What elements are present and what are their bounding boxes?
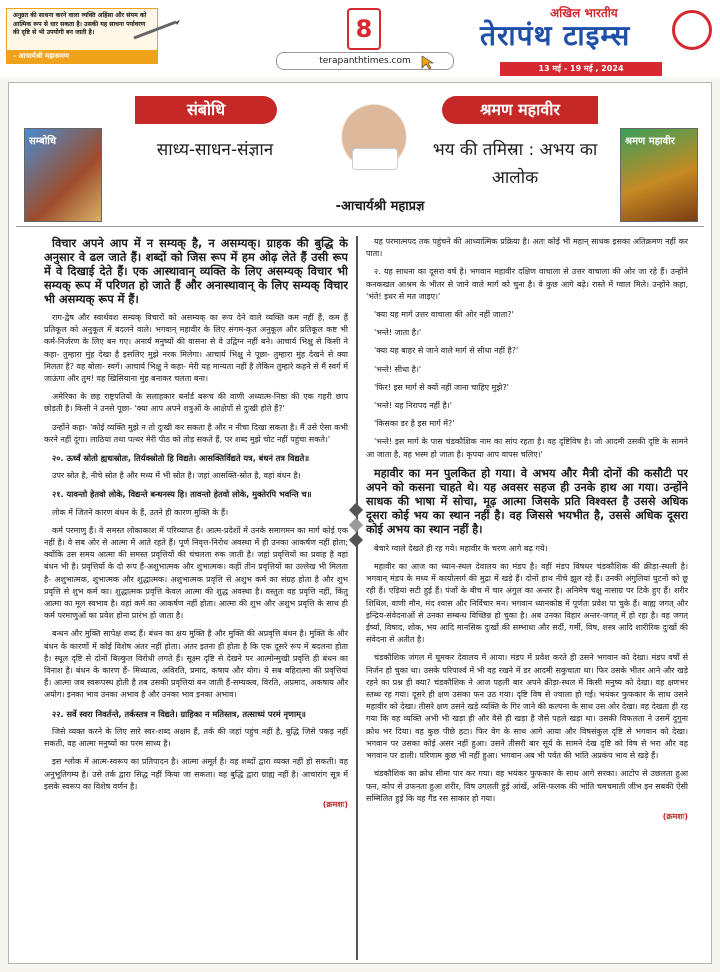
quote-text: अनुव्रत की साधना करने वाला व्यक्ति अहिंसा और संयम को आत्मिक रूप से धार सकता है। उसकी यह साधना पर्यावरण की दृष्टि से भी उपयोगी बन जाती है। (13, 12, 147, 37)
sambodhi-book-cover (24, 128, 102, 222)
paragraph: २. यह साधना का दूसरा वर्ष है। भगवान महावीर दक्षिण वाचाला से उत्तर वाचाला की ओर जा रहे हैं। उन्होंने कनकखल आश्रम के भीतर से जाने वाले मार्ग को चुना है। वे कुछ आगे बढ़े। रास्ते में ग्वाल मिले। उन्होंने कहा, 'भंते! इधर से मत जाइए।' (366, 267, 688, 301)
mouth-cloth (352, 148, 398, 170)
dialogue-line: 'किसका डर है इस मार्ग में?' (374, 419, 455, 429)
left-article-body (44, 236, 348, 960)
paragraph: अमेरिका के छह राष्ट्रपतियों के सलाहकार बर्नार्ड बरूच की वाणी अध्यात्म-निष्ठा की एक गहरी छाप छोड़ती है। किसी ने उनसे पूछा- 'क्या आप अपने शत्रुओं के आक्षेपों से दुःखी होते हैं?' (44, 392, 348, 414)
dialogue-line: 'भन्ते! यह निरापद नहीं है।' (374, 401, 453, 411)
dialogue-line: 'भन्ते! जाता है।' (374, 328, 422, 338)
cursor-icon (420, 54, 436, 70)
paragraph: कर्म परमाणु हैं। वे समस्त लोकाकाश में परिव्याप्त हैं। आत्म-प्रदेशों में उनके समागमन का मार्ग कोई एक नहीं है। वे सब ओर से आत्मा में आते रहते हैं। पूर्ण निवृत्त-निरोध अवस्था में ही उनका आकर्षण नहीं होता; क्योंकि उस समय आत्मा की समस्त प्रवृत्तियों की चंचलता रुक जाती है। जहां प्रवृत्तियों का प्रवाह है वहां बंधन भी है। प्रवृत्तियों के दो रूप हैं-अशुभात्मक और शुभात्मक। कहीं तीन प्रवृत्तियों का उल्लेख भी मिलता है- अशुभात्मक, शुभात्मक और शुद्धात्मक। अशुभात्मक प्रवृत्ति से अशुभ कर्म का संग्रह होता है और शुभ प्रवृत्ति से शुभ कर्म का। शुद्धात्मक प्रवृत्ति केवल आत्मा की शुद्ध अवस्था है। वस्तुतः वह प्रवृत्ति नहीं, किंतु आत्मा का मूल स्वभाव है। वहां कर्म का आकर्षण नहीं होता। आत्मा की शुभ और अशुभ प्रवृत्ति के साथ ही कर्म परमाणुओं का प्रवेश होना प्रारंभ हो जाता है। (44, 525, 348, 621)
pen-icon (130, 18, 180, 40)
left-article-title: साध्य-साधन-संज्ञान (156, 140, 274, 160)
brand-tagline: अखिल भारतीय (550, 6, 618, 20)
dialogue-line: 'भन्ते! सीधा है।' (374, 364, 422, 374)
dialogue-line: 'क्या यह बाहर से जाने वाले मार्ग से सीधा नहीं है?' (374, 346, 519, 356)
author-portrait (326, 92, 422, 204)
brand-name: तेरापंथ टाइम्स (480, 19, 631, 52)
continued-label: (क्रमशः) (322, 799, 348, 809)
paragraph: चंडकौशिक जंगल में घूमकर देवालय में आया। मंडप में प्रवेश करते ही उसने भगवान को देखा। मंडप वर्षों से निर्जन हो चुका था। उसके परिपार्श्व में भी वह रखने में डर आदमी सकुचाता था। फिर उसके भीतर आने और खड़े रहने का प्रश्न ही क्या? चंडकौशिक ने आज पहली बार अपने क्रीड़ा-स्थल में किसी मनुष्य को देखा। वह क्षणभर स्तब्ध रह गया। दूसरे ही क्षण उसका फन उठ गया। दृष्टि विष से ज्वाला हो गई। भयंकर फुफकार के साथ उसने महावीर को देखा। तीसरे क्षण उसने खड़े व्यक्ति के गिर जाने की कल्पना के साथ उस ओर देखा। वह देखता ही रह गया कि वह व्यक्ति अभी भी खड़ा ही और वैसे ही खड़ा है जैसे पहले खड़ा था। उसकी विफलता ने उसमें दुगुना क्रोध भर दिया। वह कुछ पीछे हटा। फिर वेग के साथ आगे आया और विषसंकुल दृष्टि से भगवान को देखा। भगवान पर उसका कोई असर नहीं हुआ। उसने तीसरी बार सूर्य के सामने देख दृष्टि को विष से भरा और वह भगवान पर डाली। परिणाम कुछ भी नहीं हुआ। भगवान अब भी पर्वत की भांति अप्रकंप भाव से खड़े हैं। (366, 653, 688, 761)
paragraph: राग-द्वेष और स्वार्थवश सम्यक् विचारों को असम्यक् का रूप देने वाले व्यक्ति कम नहीं हैं, कम हैं प्रतिकूल को अनुकूल में बदलने वाले। भगवान् महावीर के लिए संगम-कृत अनुकूल और प्रतिकूल कष्ट भी कर्म-निर्जरण के लिए बन गए। अनार्य मनुष्यों की वासना से वे उद्विग्न नहीं बने। आचार्य भिक्षु से किसी ने कहा- तुम्हारा मुंह देखा है इसलिए मुझे नरक मिलेगा। आचार्य भिक्षु ने पूछा- तुम्हारा मुंह देखने से क्या मिलता है? वह बोला- स्वर्ग। आचार्य भिक्षु ने कहा- मेरी यह मान्यता नहीं है लेकिन तुम्हारे कहने से मैं स्वर्ग में जाऊंगा और तुम! वह खिसियाना मुंह बनाकर चलता बना। (44, 313, 348, 384)
paragraph: बेचारे ग्वाले देखते ही रह गये। महावीर के चरण आगे बढ़ गये। (374, 543, 548, 553)
page-number: 8 (347, 8, 381, 50)
paragraph: उपर स्रोत है, नीचे स्रोत है और मध्य में भी स्रोत है। जहां आसक्ति-स्रोत है, वहां बंधन है। (52, 471, 301, 481)
right-article-title: भय की तमिस्रा : अभय का आलोक (432, 140, 598, 188)
shloka-20: २०. ऊर्ध्वं स्रोतो ह्यधःस्रोतः, तिर्यक्स्रोतो हि विद्यते। आसक्तिर्विद्यते यत्र, बंधनं तत्र विद्यते॥ (52, 453, 310, 464)
paragraph: इस श्लोक में आत्म-स्वरूप का प्रतिपादन है। आत्मा अमूर्त है। वह शब्दों द्वारा व्यक्त नहीं हो सकती। वह अनुभूतिगम्य है। उसे तर्क द्वारा सिद्ध नहीं किया जा सकता। वह बुद्धि द्वारा ग्राह्य नहीं है। आचारांग सूत्र में इसके स्वरूप का विशेष वर्णन है। (44, 757, 348, 791)
shloka-21: २१. यावन्तो हेतवो लोके, विद्यन्ते बन्धनस्य हि। तावन्तो हेतवो लोके, मुक्तेरपि भवन्ति च॥ (52, 489, 312, 500)
dialogue-line: 'क्या यह मार्ग उत्तर वाचाला की ओर नहीं जाता?' (374, 310, 514, 320)
dialogue-line: 'फिर! इस मार्ग से क्यों नहीं जाना चाहिए मुझे?' (374, 382, 509, 392)
paragraph: उन्होंने कहा- 'कोई व्यक्ति मुझे न तो दुःखी कर सकता है और न नीचा दिखा सकता है। मैं उसे ऐसा कभी करने नहीं दूंगा। लाठियां तथा पत्थर मेरी पीठ को तोड़ सकते हैं, पर शब्द मुझे चोट नहीं पहुंचा सकते।' (44, 422, 348, 444)
book-cover-label: श्रमण महावीर (625, 136, 675, 147)
right-article-body (366, 236, 688, 960)
issue-date: 13 मई - 19 मई , 2024 (500, 62, 662, 76)
author-name: -आचार्यश्री महाप्रज्ञ (335, 199, 425, 214)
highlight-paragraph: महावीर का मन पुलकित हो गया। वे अभय और मैत्री दोनों की कसौटी पर अपने को कसना चाहते थे। यह अवसर सहज ही उनके हाथ आ गया। उन्होंने साधक की भाषा में सोचा, मूढ़ आत्मा जिसके प्रति विश्वस्त है उससे अधिक दूसरा कोई भय का स्थान नहीं है। वह जिससे भयभीत है, उससे अधिक दूसरा कोई अभय का स्थान नहीं है। (366, 466, 688, 536)
shloka-22: २२. सर्वे स्वरा निवर्तन्ते, तर्कस्तत्र न विद्यते। ग्राहिका न मतिस्तत्र, तत्साध्यं परमं नृणाम्॥ (52, 708, 306, 719)
lead-paragraph: विचार अपने आप में न सम्यक् है, न असम्यक्। ग्राहक की बुद्धि के अनुसार वे ढल जाते हैं। शब्दों को जिस रूप में हम ओढ़ लेते हैं उसी रूप में वे दिखाई देते हैं। एक आस्थावान् व्यक्ति के लिए असम्यक् विचार भी सम्यक् रूप में परिणत हो जाते हैं और अनास्थावान् के लिए सम्यक् विचार भी असम्यक् रूप में हैं। (44, 236, 348, 306)
book-cover-label: सम्बोधि (29, 136, 57, 147)
right-section-banner: श्रमण महावीर (442, 96, 598, 124)
website-link[interactable]: terapanthtimes.com (276, 52, 454, 70)
left-section-banner: संबोधि (135, 96, 277, 124)
paragraph: यह परमात्मपद तक पहुंचने की आध्यात्मिक प्रक्रिया है। अतः कोई भी महान् साधक इसका अतिक्रमण नहीं कर पाता। (366, 237, 688, 259)
continued-label: (क्रमशः) (662, 811, 688, 821)
header-divider (16, 226, 704, 227)
logo-icon (672, 10, 712, 50)
paragraph: चंडकौशिक का क्रोध सीमा पार कर गया। वह भयंकर फुफकार के साथ आगे सरका। आटोप से उछलता हुआ फन, कोप से उफनता हुआ शरीर, विष उगलती हुई आंखें, असि-फलक की भांति चमचमाती जीभ इन सबकी ऐसी सम्मिलित हुई कि वह गैंड रस साकार हो गया। (366, 769, 688, 803)
column-divider (356, 236, 358, 960)
masthead (0, 0, 720, 78)
paragraph: लोक में जितने कारण बंधन के हैं, उतने ही कारण मुक्ति के हैं। (52, 507, 229, 517)
quote-author: - आचार्यश्री महाश्रमण (7, 50, 157, 63)
paragraph: बन्धन और मुक्ति सापेक्ष शब्द हैं। बंधन का क्षय मुक्ति है और मुक्ति की अप्रवृत्ति बंधन है। मुक्ति के और बंधन के कारणों में कोई विशेष अंतर नहीं होता। अंतर इतना ही होता है कि एक दूसरे रूप में बदलना होता है। स्थूल दृष्टि से दोनों बिल्कुल विरोधी लगते हैं। सूक्ष्म दृष्टि से देखने पर आत्मोन्मुखी प्रवृत्ति ही बंधन का विनाश है। बंधन के कारण हैं- मिथ्यात्व, अविरति, प्रमाद, कषाय और योग। ये सब बहिरात्मा की प्रवृत्तियां हैं। आत्मा जब स्वरूपस्थ होती है तब उसकी प्रवृत्तियां बन जाती हैं-सम्यक्त्व, विरति, अप्रमाद, अकषाय और अयोग। इनका भाव उनका अभाव है और उनका भाव इनका अभाव। (44, 629, 348, 700)
shraman-mahavir-book-cover (620, 128, 698, 222)
paragraph: 'भन्ते! इस मार्ग के पास चंडकौशिक नाम का सांप रहता है। वह दृष्टिविष है। जो आदमी उसकी दृष्टि के सामने आ जाता है, वह भस्म हो जाता है। कृपया आप वापस चलिए।' (366, 437, 688, 459)
paragraph: जिसे व्यक्त करने के लिए सारे स्वर-शब्द अक्षम हैं, तर्क की जहां पहुंच नहीं है, बुद्धि जिसे पकड़ नहीं सकती, वह आत्मा मनुष्यों का परम साध्य है। (44, 726, 348, 749)
paragraph: महावीर का आज का ध्यान-स्थल देवालय का मंडप है। वहीं मंडप विषधर चंडकौशिक की क्रीड़ा-स्थली है। भगवान् मंडप के मध्य में कायोत्सर्ग की मुद्रा में खड़े हैं। दोनों हाथ नीचे झूल रहे हैं। उनकी अंगुलियां घुटनों को छू रही हैं। एड़ियां सटी हुई हैं। पंजों के बीच में चार अंगुल का अन्तर है। अनिमेष चक्षु नासाग्र पर टिके हुए हैं। शरीर शिथिल, वाणी मौन, मंद श्वास और निर्विचार मन। भगवान ध्यानकोष्ठ में पूर्णतः प्रवेश पा चुके हैं। बाह्य जगत् और इन्द्रिय-संवेदनाओं से उनका सम्बन्ध विच्छिन्न हो चुका है। अब उनका विहार अन्तर-जगत् में हो रहा है। वह जगत् ईर्ष्या, विषाद, शोक, भय आदि मानसिक दुःखों की सम्भाधा और सर्दी, गर्मी, विष, शस्त्र आदि शारीरिक दुःखों की संवेदना से अतीत है। (366, 562, 688, 645)
